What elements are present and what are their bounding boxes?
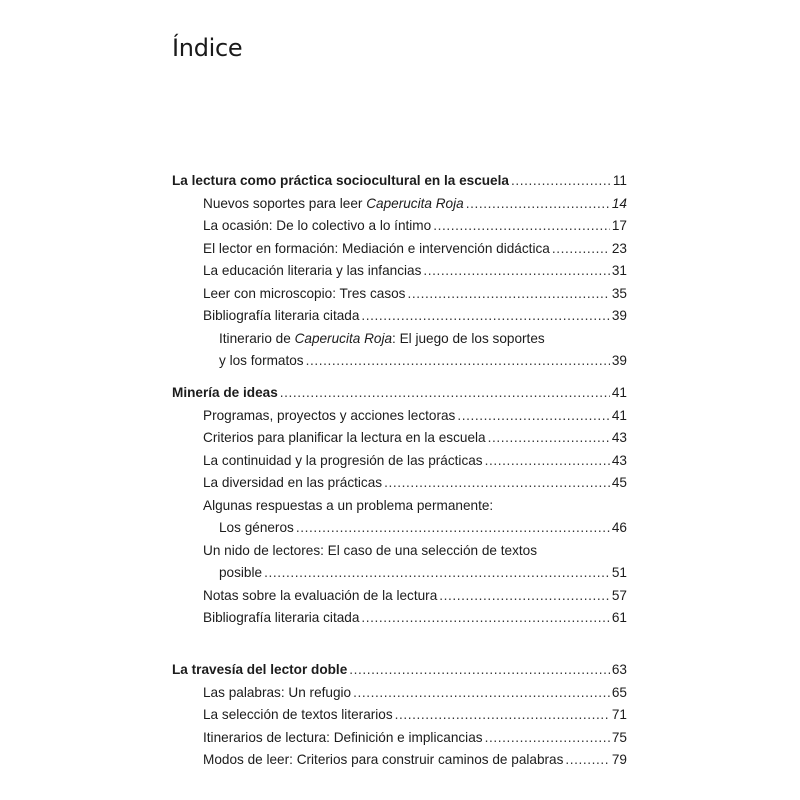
toc-page-number: 51 (611, 565, 627, 580)
toc-entry[interactable] (172, 283, 627, 306)
toc-chapter-label: La lectura como práctica sociocultural en la escuela (172, 173, 509, 188)
toc-entry[interactable] (172, 749, 627, 772)
toc-page-number: 71 (611, 707, 627, 722)
toc-entry-label: Programas, proyectos y acciones lectoras (203, 407, 456, 423)
dot-leader (384, 472, 610, 495)
dot-leader (488, 427, 610, 450)
dot-leader (306, 350, 610, 373)
toc-page-number: 41 (611, 407, 627, 423)
dot-leader (433, 215, 610, 238)
toc-page-number: 65 (611, 684, 627, 700)
toc-chapter-label: La travesía del lector doble (172, 662, 348, 677)
toc-page-number: 39 (611, 353, 627, 368)
toc-entry[interactable] (172, 260, 627, 283)
toc-entry[interactable] (172, 607, 627, 630)
toc-page-number: 39 (611, 308, 627, 323)
dot-leader (296, 517, 610, 540)
toc-section-2 (172, 382, 627, 630)
dot-leader (361, 305, 609, 328)
toc-page-number: 57 (611, 587, 627, 603)
toc-page-number: 41 (611, 385, 627, 400)
toc-chapter[interactable] (172, 382, 627, 405)
toc-entry[interactable] (172, 305, 627, 328)
dot-leader (361, 607, 609, 630)
dot-leader (280, 382, 610, 405)
toc-subentry[interactable] (172, 350, 627, 373)
toc-entry[interactable] (172, 215, 627, 238)
toc-entry-line[interactable]: Un nido de lectores: El caso de una selección de textos (203, 542, 538, 558)
toc-entry-label: posible (219, 565, 263, 580)
toc-entry[interactable] (172, 472, 627, 495)
toc-entry-label: Itinerarios de lectura: Definición e implicancias (203, 729, 483, 745)
toc-page-number: 61 (611, 610, 627, 625)
toc-page-number: 23 (611, 240, 627, 256)
dot-leader (349, 659, 610, 682)
toc-entry-label: Criterios para planificar la lectura en la escuela (203, 430, 486, 445)
toc-entry[interactable] (172, 517, 627, 540)
toc-entry-label: Leer con microscopio: Tres casos (203, 285, 406, 301)
toc-entry-label: Los géneros (219, 520, 294, 535)
toc-chapter[interactable] (172, 170, 627, 193)
toc-entry[interactable] (172, 727, 627, 750)
toc-entry[interactable] (172, 450, 627, 473)
toc-entry-label: La diversidad en las prácticas (203, 475, 383, 490)
toc-entry[interactable] (172, 704, 627, 727)
toc-section-1 (172, 170, 627, 373)
toc-entry[interactable] (172, 193, 627, 216)
toc-entry-label: La ocasión: De lo colectivo a lo íntimo (203, 218, 432, 233)
toc-entry[interactable] (172, 562, 627, 585)
toc-entry-line[interactable]: Algunas respuestas a un problema permanente: (203, 497, 494, 513)
toc-entry-label: y los formatos (219, 353, 304, 368)
toc-entry-label: La educación literaria y las infancias (203, 263, 422, 278)
toc-entry[interactable] (172, 585, 627, 608)
toc-entry-label: Bibliografía literaria citada (203, 610, 360, 625)
toc-chapter-label: Minería de ideas (172, 385, 278, 400)
dot-leader (423, 260, 609, 283)
toc-page-number: 46 (611, 520, 627, 535)
toc-entry[interactable] (172, 238, 627, 261)
dot-leader (466, 193, 610, 216)
toc-entry-label: Las palabras: Un refugio (203, 684, 352, 700)
toc-page-number: 31 (611, 263, 627, 278)
dot-leader (353, 682, 610, 705)
toc-page-number: 11 (612, 173, 627, 188)
toc-entry-label: Bibliografía literaria citada (203, 308, 360, 323)
toc-page-number: 43 (611, 452, 627, 468)
dot-leader (264, 562, 610, 585)
toc-page-number: 43 (611, 430, 627, 445)
page-title: Índice (172, 34, 243, 62)
dot-leader (511, 170, 611, 193)
dot-leader (407, 283, 609, 306)
toc-page-number: 79 (611, 752, 627, 767)
dot-leader (457, 405, 610, 428)
dot-leader (439, 585, 610, 608)
toc-entry-label: El lector en formación: Mediación e intervención didáctica (203, 240, 550, 256)
toc-subentry-line[interactable]: Itinerario de Caperucita Roja: El juego de los soportes (219, 330, 545, 346)
dot-leader (485, 727, 610, 750)
toc-entry-label: La continuidad y la progresión de las prácticas (203, 452, 483, 468)
toc-entry-label: Nuevos soportes para leer Caperucita Roja (203, 195, 464, 211)
dot-leader (395, 704, 610, 727)
toc-entry[interactable] (172, 405, 627, 428)
toc-chapter[interactable] (172, 659, 627, 682)
dot-leader (485, 450, 610, 473)
toc-entry[interactable] (172, 427, 627, 450)
toc-page-number: 17 (611, 218, 627, 233)
toc-page-number: 45 (611, 475, 627, 490)
toc-page-number: 63 (611, 662, 627, 677)
toc-page-number: 14 (611, 195, 627, 211)
toc-entry-label: Notas sobre la evaluación de la lectura (203, 587, 438, 603)
dot-leader (565, 749, 609, 772)
toc-entry-label: Modos de leer: Criterios para construir caminos de palabras (203, 752, 564, 767)
toc-entry-label: La selección de textos literarios (203, 707, 393, 722)
toc-section-3 (172, 659, 627, 772)
toc-entry[interactable] (172, 682, 627, 705)
dot-leader (552, 238, 610, 261)
toc-page-number: 35 (611, 285, 627, 301)
toc-page-number: 75 (611, 729, 627, 745)
